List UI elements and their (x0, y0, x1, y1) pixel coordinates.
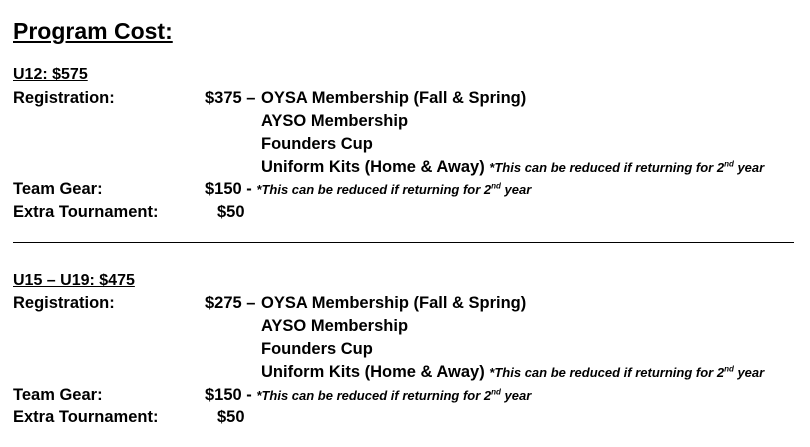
registration-item: Founders Cup (261, 340, 373, 358)
registration-item-uniform (261, 362, 764, 383)
registration-item: Uniform Kits (Home & Away) (261, 363, 485, 381)
registration-item: Uniform Kits (Home & Away) (261, 158, 485, 176)
extra-tournament-amount: $50 (217, 203, 245, 221)
team-gear-amount: $150 - (205, 180, 252, 198)
registration-item: OYSA Membership (Fall & Spring) (261, 89, 527, 107)
team-gear-label: Team Gear: (13, 386, 103, 404)
extra-tournament-label: Extra Tournament: (13, 408, 159, 426)
page-title: Program Cost: (13, 18, 173, 44)
registration-amount: $275 – (205, 294, 256, 312)
registration-item: Founders Cup (261, 135, 373, 153)
registration-item: OYSA Membership (Fall & Spring) (261, 294, 527, 312)
registration-label: Registration: (13, 294, 115, 312)
team-gear-amount-row (205, 385, 531, 406)
section-divider (13, 242, 794, 243)
reduction-note: *This can be reduced if returning for 2nd year (256, 181, 532, 197)
reduction-note: *This can be reduced if returning for 2nd year (489, 159, 765, 175)
extra-tournament-label: Extra Tournament: (13, 203, 159, 221)
reduction-note: *This can be reduced if returning for 2nd year (489, 364, 765, 380)
registration-item: AYSO Membership (261, 112, 409, 130)
team-gear-label: Team Gear: (13, 180, 103, 198)
extra-tournament-amount: $50 (217, 408, 245, 426)
registration-amount: $375 – (205, 89, 256, 107)
registration-item-uniform (261, 157, 764, 178)
section-heading: U12: $575 (13, 66, 88, 83)
team-gear-amount: $150 - (205, 386, 252, 404)
team-gear-amount-row (205, 179, 531, 200)
registration-item: AYSO Membership (261, 317, 409, 335)
section-heading: U15 – U19: $475 (13, 272, 135, 289)
registration-label: Registration: (13, 89, 115, 107)
reduction-note: *This can be reduced if returning for 2nd year (256, 387, 532, 403)
